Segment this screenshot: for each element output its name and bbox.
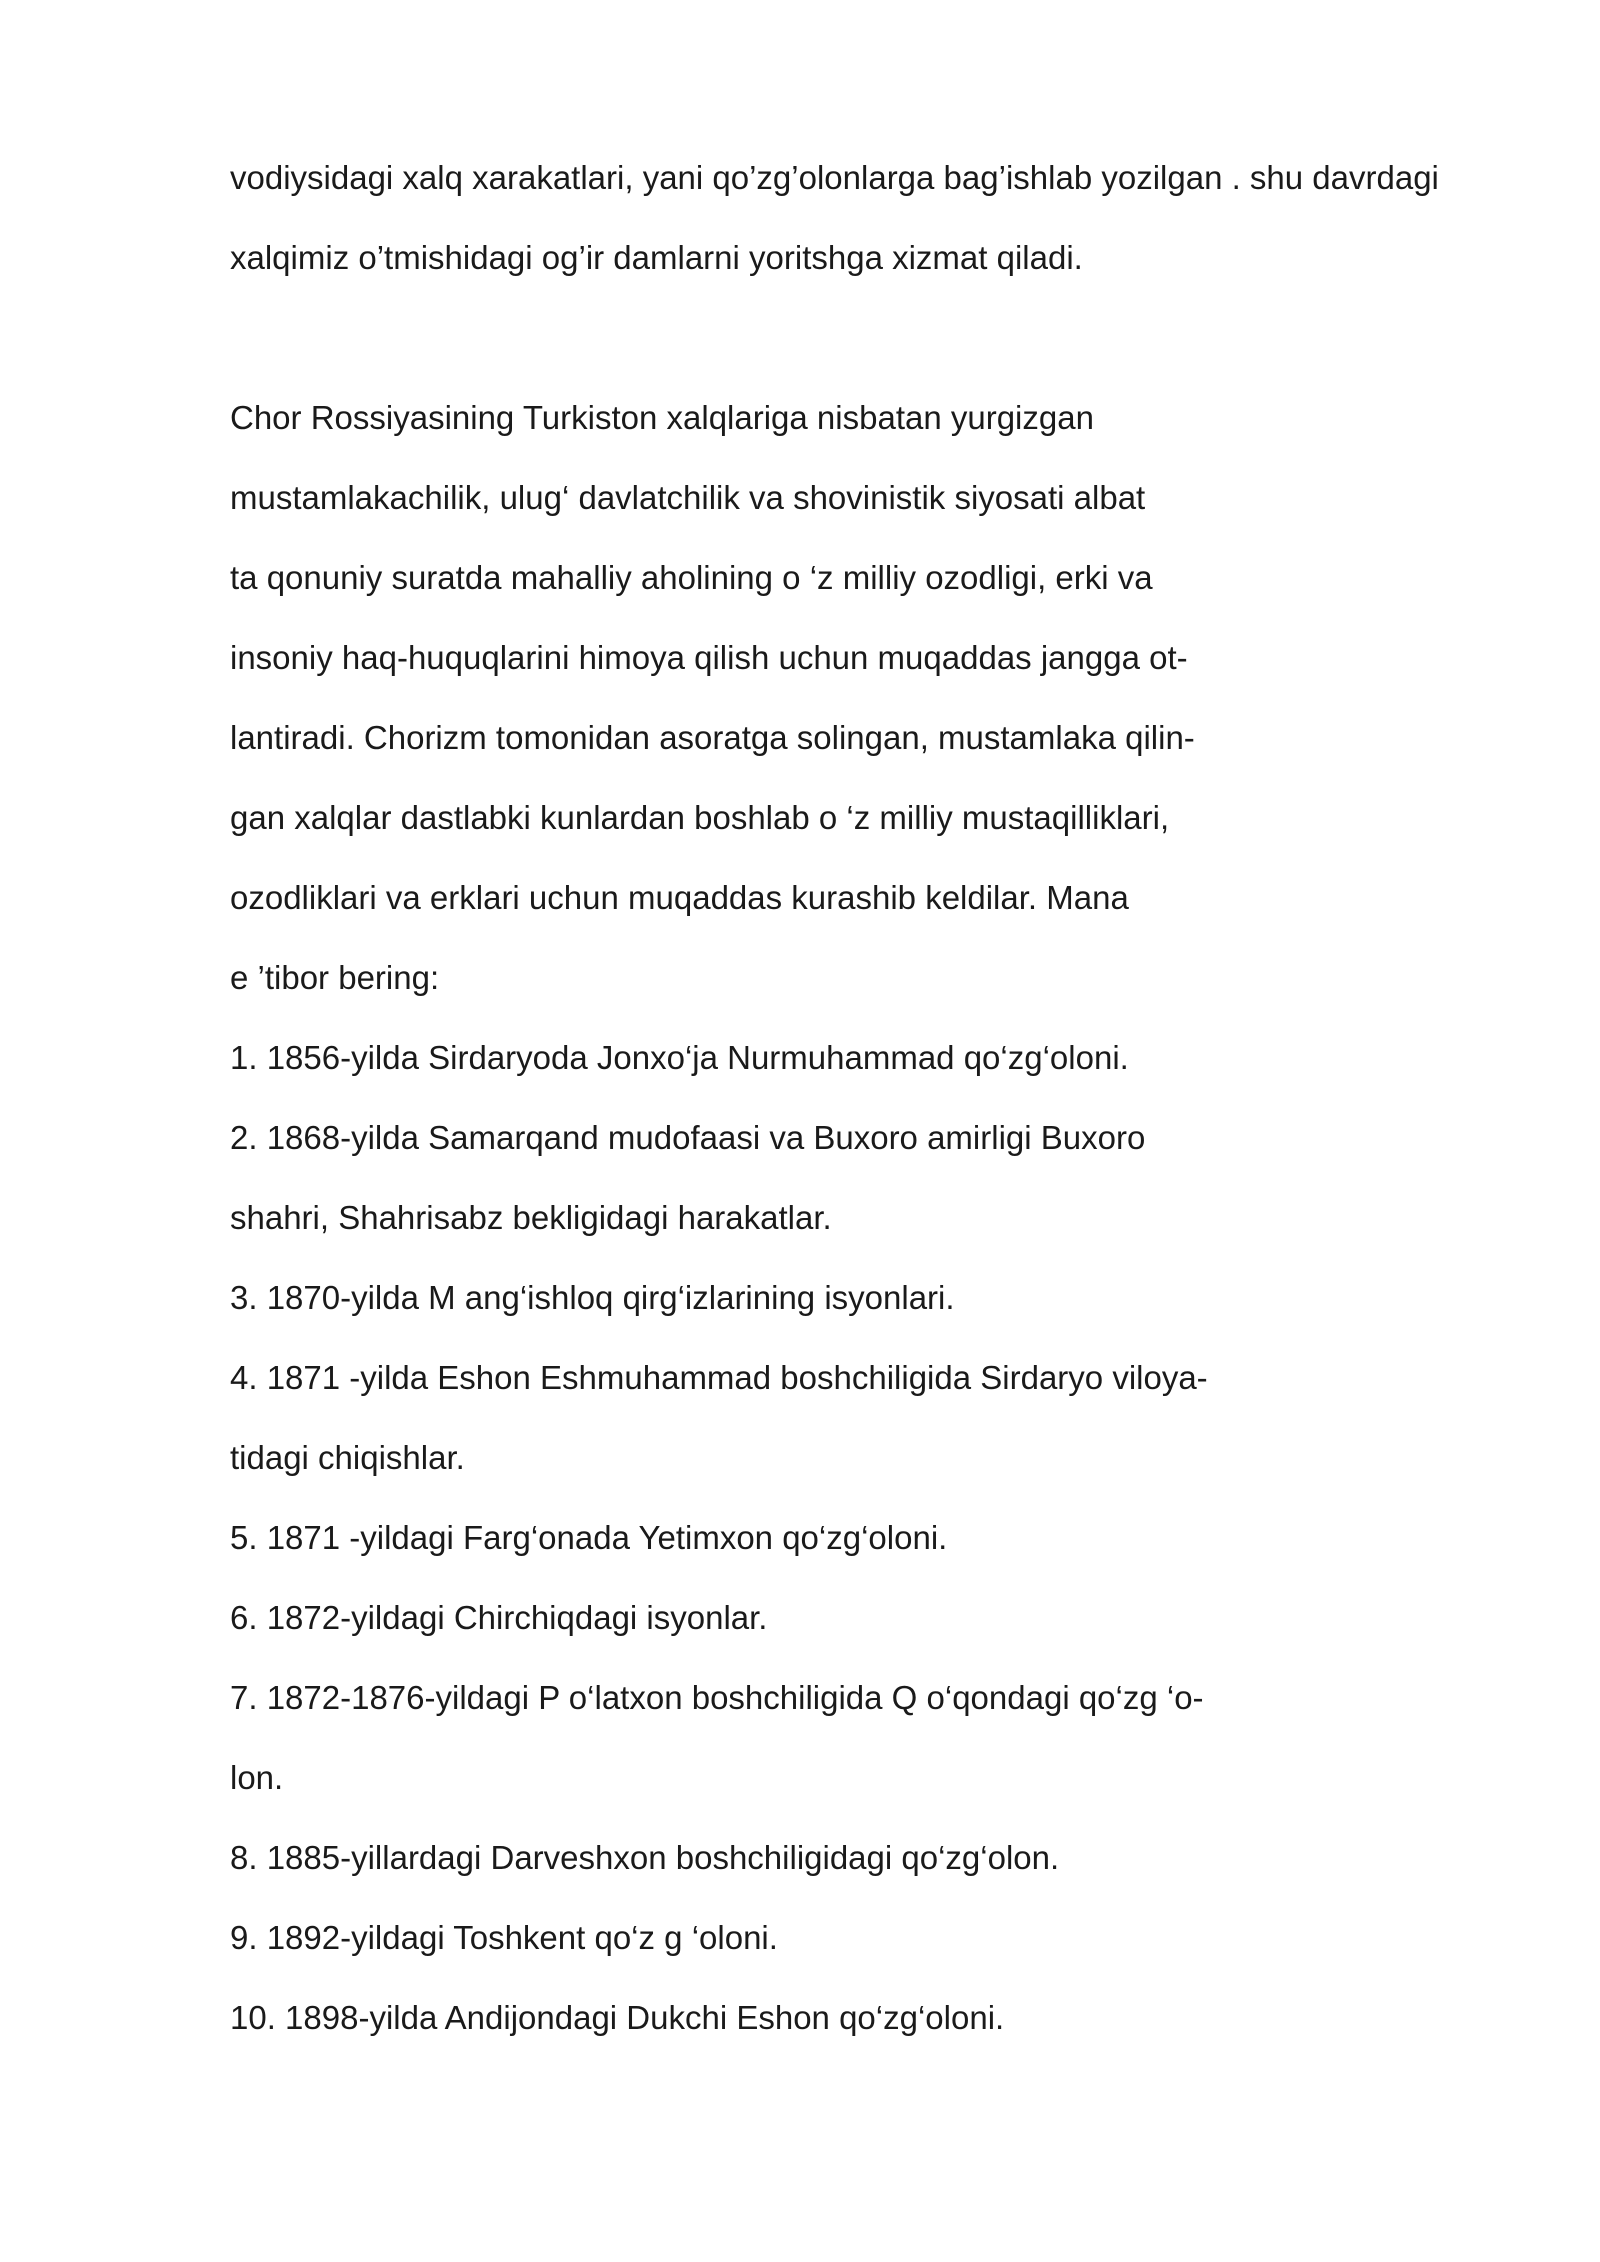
list-item: 1. 1856-yilda Sirdaryoda Jonxo‘ja Nurmuhammad qo‘zg‘oloni. — [230, 1039, 1129, 1076]
text-line: insoniy haq-huquqlarini himoya qilish uchun muqaddas jangga ot- — [230, 639, 1188, 676]
uprisings-list — [230, 1018, 1530, 2058]
text-line: gan xalqlar dastlabki kunlardan boshlab o ‘z milliy mustaqilliklari, — [230, 799, 1170, 836]
list-item: 9. 1892-yildagi Toshkent qo‘z g ‘oloni. — [230, 1919, 778, 1956]
intro-paragraph — [230, 138, 1530, 298]
list-item: 7. 1872-1876-yildagi P o‘latxon boshchiligida Q o‘qondagi qo‘zg ‘o- — [230, 1679, 1204, 1716]
list-item: 5. 1871 -yildagi Farg‘onada Yetimxon qo‘zg‘oloni. — [230, 1519, 948, 1556]
list-item-continuation: tidagi chiqishlar. — [230, 1439, 465, 1476]
list-item-continuation: lon. — [230, 1759, 284, 1796]
main-paragraph — [230, 378, 1530, 1018]
text-line: e ’tibor bering: — [230, 959, 440, 996]
list-item: 3. 1870-yilda M ang‘ishloq qirg‘izlarining isyonlari. — [230, 1279, 955, 1316]
list-item: 4. 1871 -yilda Eshon Eshmuhammad boshchiligida Sirdaryo viloya- — [230, 1359, 1208, 1396]
text-line: vodiysidagi xalq xarakatlari, yani qo’zg’olonlarga bag’ishlab yozilgan . shu davrdagi — [230, 159, 1439, 196]
list-item: 6. 1872-yildagi Chirchiqdagi isyonlar. — [230, 1599, 768, 1636]
list-item: 10. 1898-yilda Andijondagi Dukchi Eshon qo‘zg‘oloni. — [230, 1999, 1005, 2036]
text-line: ta qonuniy suratda mahalliy aholining o ‘z milliy ozodligi, erki va — [230, 559, 1153, 596]
list-item: 2. 1868-yilda Samarqand mudofaasi va Buxoro amirligi Buxoro — [230, 1119, 1146, 1156]
list-item-continuation: shahri, Shahrisabz bekligidagi harakatlar. — [230, 1199, 832, 1236]
text-line: Chor Rossiyasining Turkiston xalqlariga nisbatan yurgizgan — [230, 399, 1094, 436]
text-line: ozodliklari va erklari uchun muqaddas kurashib keldilar. Mana — [230, 879, 1129, 916]
text-line: lantiradi. Chorizm tomonidan asoratga solingan, mustamlaka qilin- — [230, 719, 1195, 756]
text-line: xalqimiz o’tmishidagi og’ir damlarni yoritshga xizmat qiladi. — [230, 239, 1083, 276]
list-item: 8. 1885-yillardagi Darveshxon boshchiligidagi qo‘zg‘olon. — [230, 1839, 1060, 1876]
text-line: mustamlakachilik, ulug‘ davlatchilik va shovinistik siyosati albat — [230, 479, 1146, 516]
